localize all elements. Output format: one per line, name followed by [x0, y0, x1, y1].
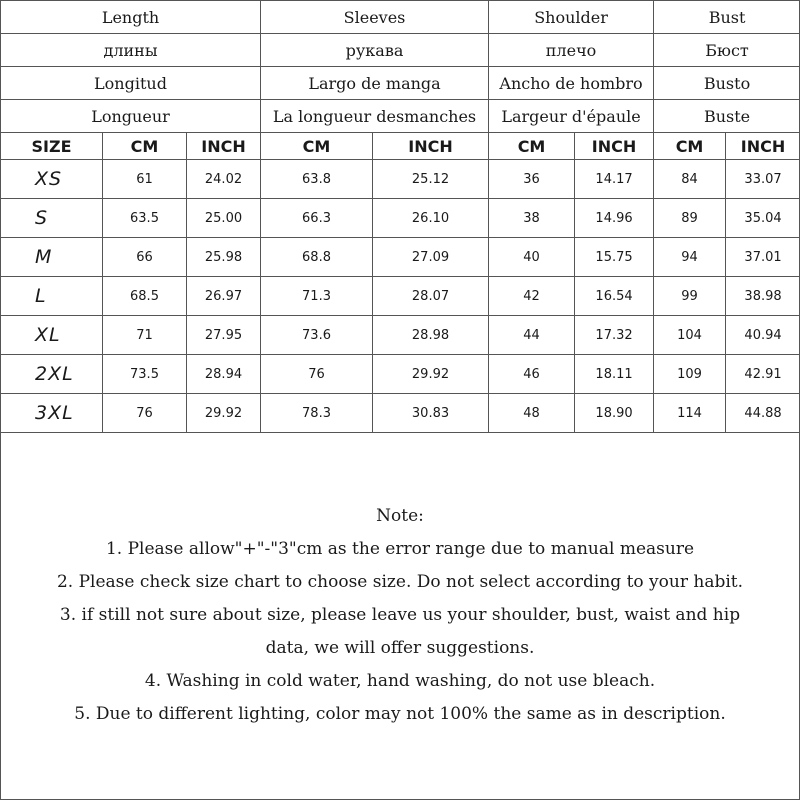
header-cell: La longueur desmanches: [261, 100, 489, 133]
table-row: [1, 355, 800, 394]
header-cell: Shoulder: [489, 1, 654, 34]
size-label: 2XL: [1, 355, 103, 394]
measurement-cell: 38: [489, 199, 575, 238]
measurement-cell: 35.04: [726, 199, 800, 238]
table-row: [1, 238, 800, 277]
measurement-cell: 73.6: [261, 316, 373, 355]
measurement-cell: 29.92: [373, 355, 489, 394]
measurement-cell: 36: [489, 160, 575, 199]
header-row-french: [1, 100, 800, 133]
measurement-cell: 84: [654, 160, 726, 199]
table-row: [1, 199, 800, 238]
header-cell: длины: [1, 34, 261, 67]
measurement-cell: 66.3: [261, 199, 373, 238]
size-label: 3XL: [1, 394, 103, 433]
size-label: XS: [1, 160, 103, 199]
note-line: 1. Please allow"+"-"3"cm as the error range due to manual measure: [105, 539, 695, 559]
measurement-cell: 40.94: [726, 316, 800, 355]
header-cell: рукава: [261, 34, 489, 67]
table-row: [1, 277, 800, 316]
measurement-cell: 27.95: [187, 316, 261, 355]
header-cell: Busto: [654, 67, 800, 100]
unit-header-row: [1, 133, 800, 160]
measurement-cell: 17.32: [575, 316, 654, 355]
header-row-russian: [1, 34, 800, 67]
header-cell: Buste: [654, 100, 800, 133]
measurement-cell: 25.98: [187, 238, 261, 277]
measurement-cell: 73.5: [103, 355, 187, 394]
header-cell: Ancho de hombro: [489, 67, 654, 100]
unit-header: INCH: [575, 133, 654, 160]
measurement-cell: 114: [654, 394, 726, 433]
measurement-cell: 104: [654, 316, 726, 355]
measurement-cell: 28.98: [373, 316, 489, 355]
measurement-cell: 99: [654, 277, 726, 316]
table-row: [1, 316, 800, 355]
measurement-cell: 68.8: [261, 238, 373, 277]
measurement-cell: 28.07: [373, 277, 489, 316]
unit-header: CM: [654, 133, 726, 160]
measurement-cell: 89: [654, 199, 726, 238]
measurement-cell: 26.97: [187, 277, 261, 316]
header-cell: Бюст: [654, 34, 800, 67]
measurement-cell: 76: [261, 355, 373, 394]
measurement-cell: 30.83: [373, 394, 489, 433]
note-line: 2. Please check size chart to choose size. Do not select according to your habit.: [56, 572, 744, 592]
measurement-cell: 109: [654, 355, 726, 394]
notes-title: Note:: [376, 506, 424, 526]
table-row: [1, 394, 800, 433]
measurement-cell: 71: [103, 316, 187, 355]
size-label: M: [1, 238, 103, 277]
measurement-cell: 37.01: [726, 238, 800, 277]
note-line: data, we will offer suggestions.: [265, 638, 535, 658]
measurement-cell: 38.98: [726, 277, 800, 316]
header-cell: Length: [1, 1, 261, 34]
measurement-cell: 40: [489, 238, 575, 277]
header-cell: Longitud: [1, 67, 261, 100]
unit-header: INCH: [726, 133, 800, 160]
table-row: [1, 160, 800, 199]
note-line: 4. Washing in cold water, hand washing, do not use bleach.: [144, 671, 656, 691]
note-line: 5. Due to different lighting, color may not 100% the same as in description.: [74, 704, 726, 724]
size-label: XL: [1, 316, 103, 355]
measurement-cell: 18.11: [575, 355, 654, 394]
measurement-cell: 14.96: [575, 199, 654, 238]
measurement-cell: 33.07: [726, 160, 800, 199]
measurement-cell: 76: [103, 394, 187, 433]
notes-section: [0, 500, 800, 731]
measurement-cell: 14.17: [575, 160, 654, 199]
measurement-cell: 78.3: [261, 394, 373, 433]
measurement-cell: 44: [489, 316, 575, 355]
measurement-cell: 68.5: [103, 277, 187, 316]
measurement-cell: 24.02: [187, 160, 261, 199]
header-cell: Largeur d'épaule: [489, 100, 654, 133]
measurement-cell: 63.5: [103, 199, 187, 238]
note-line: 3. if still not sure about size, please leave us your shoulder, bust, waist and hip: [59, 605, 741, 625]
header-cell: Largo de manga: [261, 67, 489, 100]
measurement-cell: 26.10: [373, 199, 489, 238]
measurement-cell: 27.09: [373, 238, 489, 277]
unit-header: CM: [261, 133, 373, 160]
measurement-cell: 66: [103, 238, 187, 277]
header-cell: Sleeves: [261, 1, 489, 34]
measurement-cell: 63.8: [261, 160, 373, 199]
measurement-cell: 48: [489, 394, 575, 433]
header-cell: плечо: [489, 34, 654, 67]
measurement-cell: 46: [489, 355, 575, 394]
header-row-spanish: [1, 67, 800, 100]
header-cell: Longueur: [1, 100, 261, 133]
measurement-cell: 25.12: [373, 160, 489, 199]
measurement-cell: 94: [654, 238, 726, 277]
measurement-cell: 44.88: [726, 394, 800, 433]
size-label: L: [1, 277, 103, 316]
size-label: S: [1, 199, 103, 238]
measurement-cell: 42: [489, 277, 575, 316]
unit-header: CM: [103, 133, 187, 160]
measurement-cell: 18.90: [575, 394, 654, 433]
size-column-header: SIZE: [1, 133, 103, 160]
measurement-cell: 28.94: [187, 355, 261, 394]
unit-header: CM: [489, 133, 575, 160]
measurement-cell: 16.54: [575, 277, 654, 316]
measurement-cell: 15.75: [575, 238, 654, 277]
measurement-cell: 25.00: [187, 199, 261, 238]
measurement-cell: 42.91: [726, 355, 800, 394]
measurement-cell: 61: [103, 160, 187, 199]
measurement-cell: 29.92: [187, 394, 261, 433]
measurement-cell: 71.3: [261, 277, 373, 316]
header-row-english: [1, 1, 800, 34]
unit-header: INCH: [373, 133, 489, 160]
unit-header: INCH: [187, 133, 261, 160]
header-cell: Bust: [654, 1, 800, 34]
